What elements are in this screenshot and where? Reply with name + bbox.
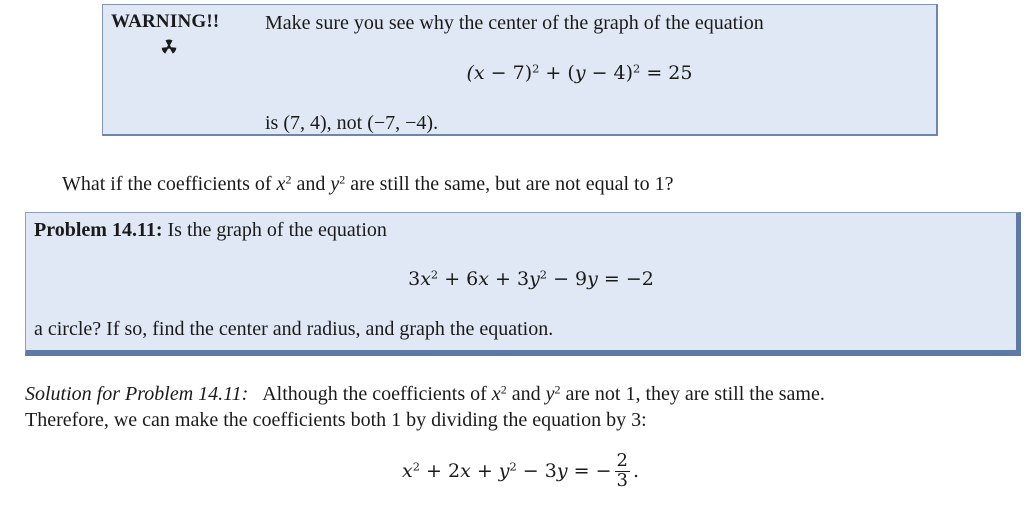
fraction-denominator: 3 [616,469,628,491]
problem-box [25,212,1021,356]
problem-label: Problem 14.11: [34,219,163,241]
question-text: What if the coefficients of $x^2$ and $y^2$ are still the same, but are not equal to 1? [62,172,674,195]
problem-statement [34,219,387,242]
problem-equation: $3x^2 + 6x + 3y^2 - 9y = -2$ [408,267,654,290]
fraction-numerator: 2 [616,450,628,471]
warning-text-continued: is (7, 4), not (−7, −4). [265,112,439,134]
problem-text-continued: a circle? If so, find the center and radius, and graph the equation. [34,318,554,340]
problem-text: Is the graph of the equation [167,219,387,241]
solution-intro: Solution for Problem 14.11: Although the coefficients of $x^2$ and $y^2$ are not 1, they are still the same. [25,382,825,405]
equation-period: . [632,460,640,483]
radiation-icon [158,36,180,58]
warning-text: Make sure you see why the center of the graph of the equation [265,12,764,34]
warning-box [102,4,938,136]
warning-equation: $(x - 7)^2 + (y - 4)^2 = 25$ [466,61,693,84]
solution-equation: $x^2 + 2x + y^2 - 3y$ = − $\frac{2}{3}$ . [402,450,640,491]
solution-label: Solution for Problem 14.11: [25,383,249,405]
solution-text: Therefore, we can make the coefficients both 1 by dividing the equation by 3: [25,409,647,431]
fraction [615,452,630,491]
warning-title: WARNING!! [111,11,220,32]
